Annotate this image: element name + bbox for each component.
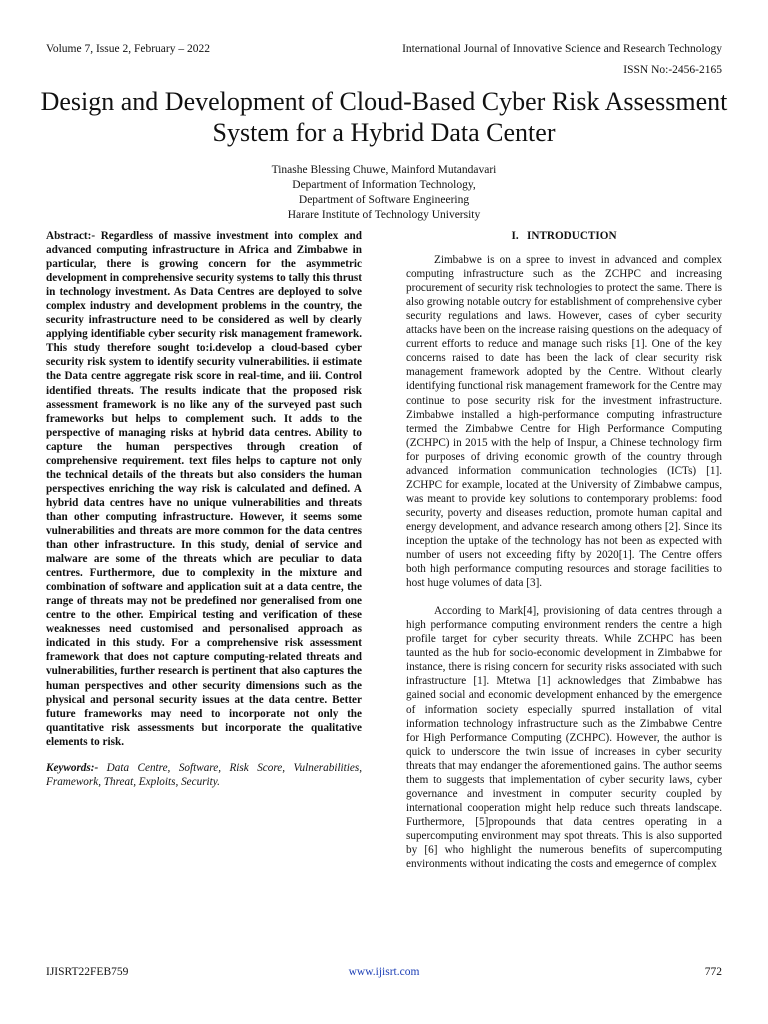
section-heading-introduction: I. INTRODUCTION <box>511 230 617 242</box>
affiliation-line: Department of Software Engineering <box>298 194 470 206</box>
left-column <box>46 229 362 789</box>
website-link[interactable]: www.ijisrt.com <box>348 966 420 978</box>
right-column <box>406 229 722 871</box>
affiliation-line: Department of Information Technology, <box>292 179 476 191</box>
journal-name: International Journal of Innovative Science and Research Technology <box>402 43 722 55</box>
volume-info: Volume 7, Issue 2, February – 2022 <box>46 43 210 55</box>
author-block <box>100 163 668 223</box>
paper-code: IJISRT22FEB759 <box>46 966 129 978</box>
keywords-text: Data Centre, Software, Risk Score, Vulnerabilities, Framework, Threat, Exploits, Security. <box>46 761 362 788</box>
paper-title: Design and Development of Cloud-Based Cyber Risk Assessment System for a Hybrid Data Center <box>40 87 728 147</box>
page-number: 772 <box>704 966 722 978</box>
abstract: Abstract:- Regardless of massive investment into complex and advanced computing infrastructure in Africa and Zimbabwe in particular, there is growing concern for the asymmetric development in comprehensive security systems to tally this thrust in technology investment. As Data Centres are deployed to solve complex industry and development problems in the country, the security infrastructure need to be considered as well by clearly applying identifiable cyber security risk management framework. This study therefore sought to:i.develop a cloud-based cyber security risk system to identify security vulnerabilities. ii estimate the Data centre aggregate risk score in real-time, and iii. Control identified threats. The results indicate that the proposed risk assessment framework is no like any of the surveyed past such frameworks but helps to complement such. It adds to the perspective of managing risks at hybrid data centres. Ability to capture the human perspectives through creation of comprehensive requirement. text files helps to capture not only the technical details of the threats but also considers the human perspectives enriching the way risk is calculated and defined. A hybrid data centres have no unique vulnerabilities and threats than other computing infrastructure. However, it seems some vulnerabilities and threats are more common for the data centres than other infrastructure. In this study, denial of service and malware are some of the threats which are peculiar to data centres. Furthermore, due to complexity in the mixture and combination of software and application suit at a data centre, the range of threats may not be predefined nor generalised from one centre to the other. Empirical testing and verification of these weaknesses need customised and personalised approach as indicated in this study. For a comprehensive risk assessment framework that does not capture computing-related threats and vulnerabilities, further research is pertinent that also captures the human perspectives and other security dimensions such as the physical and personal security issues at the data centre. Better future frameworks may need to incorporate not only the quantitative risk assessments but incorporate the qualitative elements to risk. <box>46 230 362 748</box>
issn: ISSN No:-2456-2165 <box>623 64 722 76</box>
author-names: Tinashe Blessing Chuwe, Mainford Mutandavari <box>271 164 497 176</box>
intro-paragraph: According to Mark[4], provisioning of data centres through a high performance computing environment renders the centre a high profile target for cyber security threats. While ZCHPC has been taunted as the hub for socio-economic development in Zimbabwe for instance, there is rising concern for security risks associated with such infrastructure [1]. Mtetwa [1] acknowledges that Zimbabwe has gained social and economic development enhanced by the emergence of information society especially spurred installation of vital information technology infrastructure such as the Zimbabwe Centre for High Performance Computing (ZCHPC). However, the author is quick to underscore the twin issue of increases in cyber security threats that may endanger the aforementioned gains. The author seems them to suggests that implementation of cyber security laws, cyber governance and investment in computer security coupled by international cooperation might help reduce such threats landscape. Furthermore, [5]propounds that data centres operating in a supercomputing environment may spot threats. This is also supported by [6] who highlight the numerous benefits of supercomputing environments without indicating the costs and emegernce of complex <box>406 605 722 871</box>
keywords <box>46 761 362 789</box>
intro-paragraph: Zimbabwe is on a spree to invest in advanced and complex computing infrastructure such as the ZCHPC and increasing procurement of security risk technologies to protect the same. There is also growing notable outcry for establishment of comprehensive cyber security regulations and laws. However, cases of cyber security attacks have been on the increase raising questions on the adequacy of current efforts to reduce and manage such risks [1]. One of the key concerns raised to date has been the lack of clear security risk management framework adopted by the Centre. Without clearly identifying functional risk management framework for the Centre may continue to pose security risk for the investment infrastructure. Zimbabwe installed a high-performance computing infrastructure termed the Zimbabwe Centre for High Performance Computing (ZCHPC) in 2015 with the help of Inspur, a Chinese technology firm for purposes of driving economic growth of the country through advanced information communication technologies (ICTs) [1]. ZCHPC for example, located at the University of Zimbabwe campus, was meant to provide key solutions to contemporary problems: food security, poverty and diseases reduction, promote human capital and energy development, and advance research among others [2]. Since its inception the uptake of the technology has not been as expected with number of users not exceeding fifty by 2020[1]. The Centre offers both high performance computing resources and storage facilities to host huge volumes of data [3]. <box>406 254 722 590</box>
keywords-label: Keywords:- <box>46 761 99 774</box>
affiliation-line: Harare Institute of Technology University <box>287 209 481 221</box>
